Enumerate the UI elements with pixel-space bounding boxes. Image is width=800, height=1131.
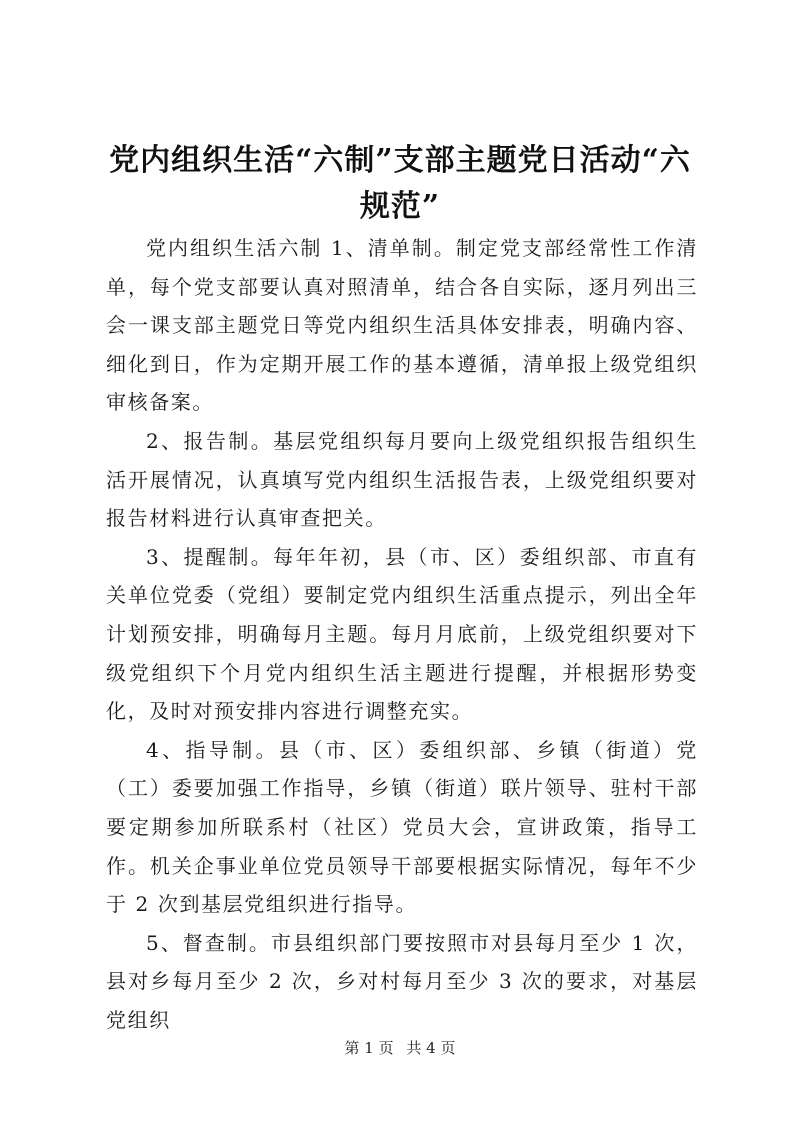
- paragraph-reminder-system: 3、提醒制。每年年初，县（市、区）委组织部、市直有关单位党委（党组）要制定党内组织生活重点提示，列出全年计划预安排，明确每月主题。每月月底前，上级党组织要对下级党组织下个月党内组织生活主题进行提醒，并根据形势变化，及时对预安排内容进行调整充实。: [106, 544, 698, 724]
- document-body: [106, 229, 698, 1039]
- paragraph-report-system: 2、报告制。基层党组织每月要向上级党组织报告组织生活开展情况，认真填写党内组织生活报告表，上级党组织要对报告材料进行认真审查把关。: [106, 428, 698, 531]
- document-title: 党内组织生活“六制”支部主题党日活动“六规范”: [109, 143, 691, 224]
- page-total: 共 4 页: [406, 1039, 456, 1057]
- paragraph-checklist-system: 党内组织生活六制 1、清单制。制定党支部经常性工作清单，每个党支部要认真对照清单，结合各自实际，逐月列出三会一课支部主题党日等党内组织生活具体安排表，明确内容、细化到日，作为定期开展工作的基本遵循，清单报上级党组织审核备案。: [106, 236, 698, 415]
- paragraph-guidance-system: 4、指导制。县（市、区）委组织部、乡镇（街道）党（工）委要加强工作指导，乡镇（街道）联片领导、驻村干部要定期参加所联系村（社区）党员大会，宣讲政策，指导工作。机关企事业单位党员领导干部要根据实际情况，每年不少于 2 次到基层党组织进行指导。: [106, 737, 698, 917]
- page-footer: [0, 1037, 800, 1058]
- page-number: 第 1 页: [344, 1039, 394, 1057]
- paragraph-supervision-system: 5、督查制。市县组织部门要按照市对县每月至少 1 次，县对乡每月至少 2 次，乡对村每月至少 3 次的要求，对基层党组织: [106, 930, 698, 1032]
